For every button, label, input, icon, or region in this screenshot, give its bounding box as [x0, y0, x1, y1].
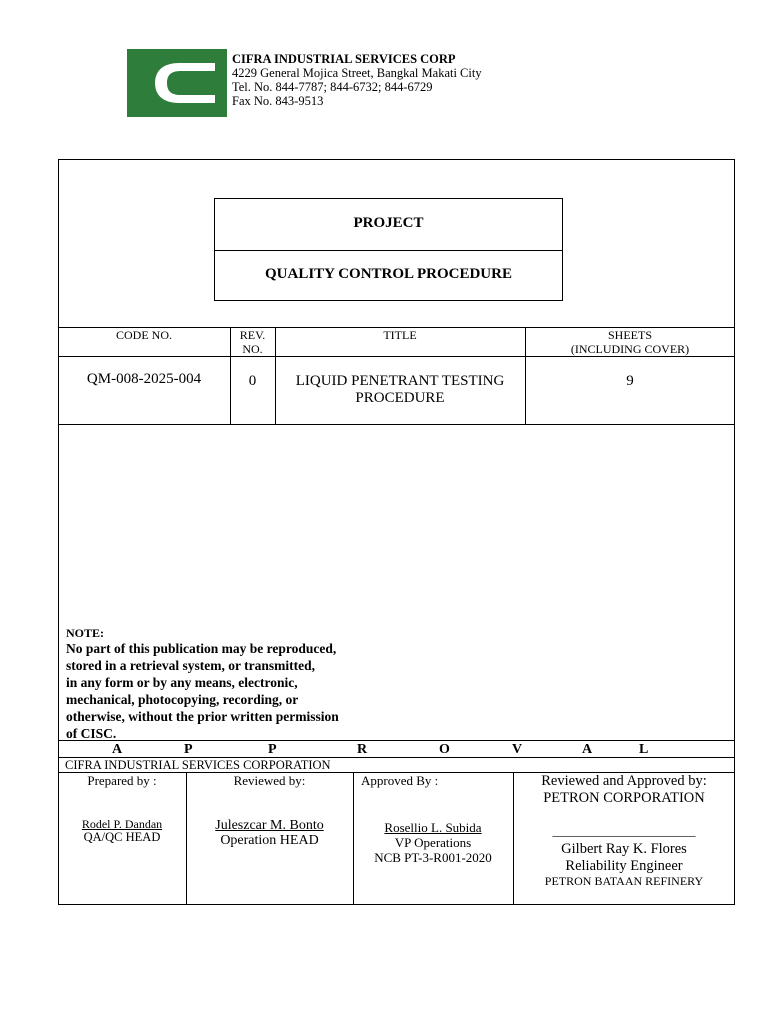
project-heading: PROJECT [353, 215, 424, 231]
prepared-name: Rodel P. Dandan [81, 817, 163, 831]
approval-divider [58, 740, 735, 741]
client-role: Reliability Engineer [565, 858, 683, 874]
company-address: 4229 General Mojica Street, Bangkal Makati City [232, 66, 482, 80]
table-divider [58, 424, 735, 425]
approval-letter: P [184, 742, 193, 757]
note-label: NOTE: [66, 626, 105, 640]
approved-name: Rosellio L. Subida [384, 820, 482, 835]
title-value: LIQUID PENETRANT TESTING PROCEDURE [295, 373, 505, 406]
company-name: CIFRA INDUSTRIAL SERVICES CORP [232, 52, 456, 66]
approval-corporation: CIFRA INDUSTRIAL SERVICES CORPORATION [65, 758, 331, 772]
sheets-value: 9 [626, 373, 634, 389]
header-title: TITLE [383, 328, 417, 342]
table-divider [58, 356, 735, 357]
header-sheets: SHEETS (INCLUDING COVER) [570, 328, 690, 356]
approved-role: VP Operations [394, 835, 472, 850]
project-box [214, 198, 563, 301]
client-site: PETRON BATAAN REFINERY [544, 874, 704, 888]
approval-letter: L [639, 742, 649, 757]
company-tel: Tel. No. 844-7787; 844-6732; 844-6729 [232, 80, 433, 94]
client-name: Gilbert Ray K. Flores [561, 841, 687, 857]
rev-value: 0 [248, 373, 257, 389]
company-fax: Fax No. 843-9513 [232, 94, 324, 108]
company-logo [127, 49, 227, 117]
header-rev: REV. NO. [239, 328, 266, 356]
prepared-label: Prepared by : [87, 773, 157, 788]
client-company: PETRON CORPORATION [543, 790, 705, 806]
approval-letter: R [357, 742, 368, 757]
project-subheading: QUALITY CONTROL PROCEDURE [265, 266, 512, 282]
code-value: QM-008-2025-004 [86, 371, 202, 387]
client-signature-line: ______________________ [552, 823, 696, 838]
note-text: No part of this publication may be reproduced, stored in a retrieval system, or transmitted, in any form or by any means, electronic, mechanical, photocopying, recording, or otherwise, without the prior written permission of CISC. [66, 641, 339, 741]
reviewed-role: Operation HEAD [220, 833, 319, 848]
approved-label: Approved By : [361, 773, 439, 788]
approved-code: NCB PT-3-R001-2020 [374, 850, 492, 865]
approval-letter: A [112, 742, 123, 757]
header-code: CODE NO. [116, 328, 172, 342]
prepared-role: QA/QC HEAD [83, 830, 161, 844]
approval-letter: V [512, 742, 523, 757]
approval-letter: A [582, 742, 593, 757]
approval-letter: P [268, 742, 277, 757]
reviewed-name: Juleszcar M. Bonto [215, 818, 324, 833]
client-label: Reviewed and Approved by: [541, 773, 707, 789]
reviewed-label: Reviewed by: [233, 773, 306, 788]
approval-letter: O [439, 742, 450, 757]
